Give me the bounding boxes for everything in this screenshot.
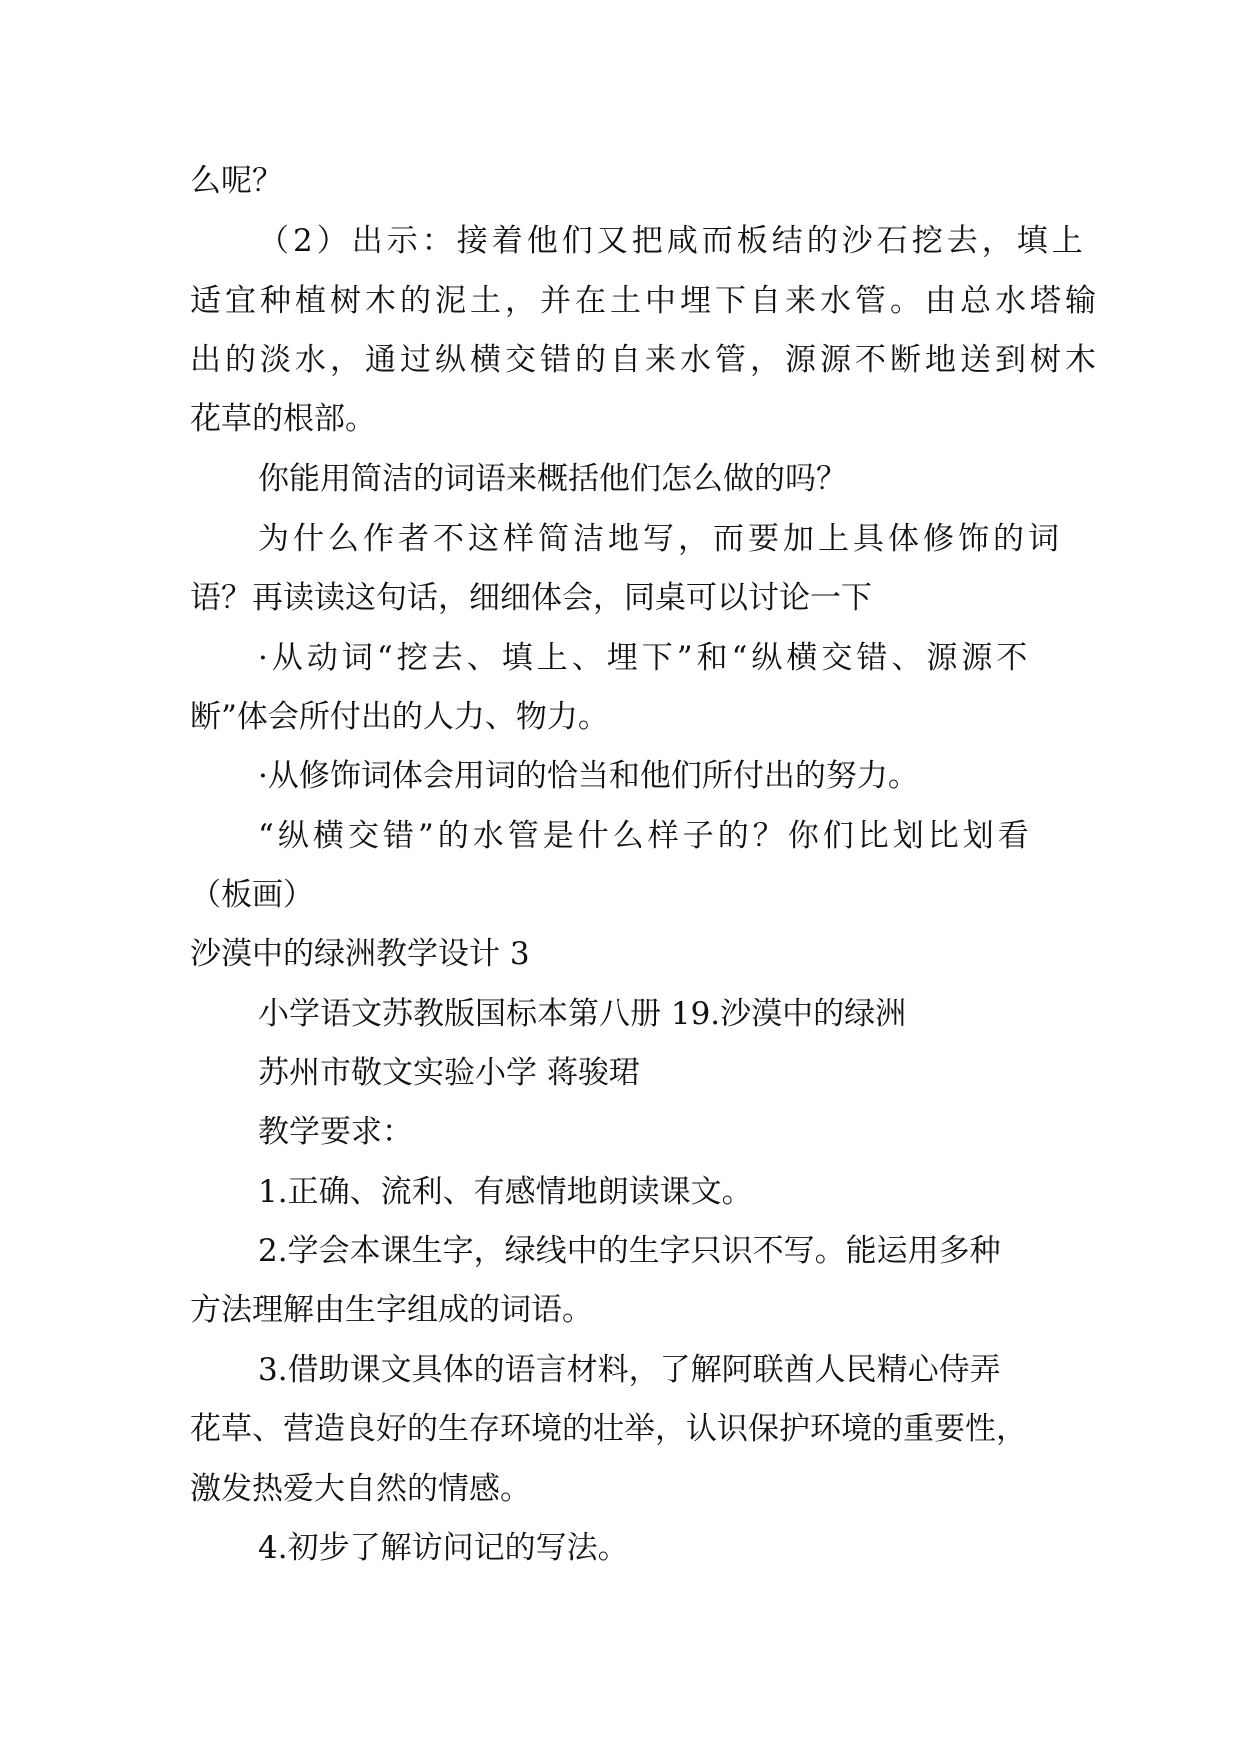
- paragraph-line: 花草、营造良好的生存环境的壮举，认识保护环境的重要性，: [190, 1411, 1027, 1447]
- paragraph-line: 么呢？: [190, 163, 283, 199]
- paragraph-line: “纵横交错”的水管是什么样子的？你们比划比划看: [258, 818, 1033, 854]
- paragraph-line: 语？再读读这句话，细细体会，同桌可以讨论一下: [190, 580, 872, 616]
- paragraph-line: 你能用简洁的词语来概括他们怎么做的吗？: [258, 461, 847, 497]
- author-line: 苏州市敬文实验小学 蒋骏珺: [258, 1055, 640, 1091]
- paragraph-line: 出的淡水，通过纵横交错的自来水管，源源不断地送到树木: [190, 342, 1100, 378]
- bullet-line: ·从修饰词体会用词的恰当和他们所付出的努力。: [258, 758, 919, 794]
- paragraph-line: 方法理解由生字组成的词语。: [190, 1292, 593, 1328]
- paragraph-line: 为什么作者不这样简洁地写，而要加上具体修饰的词: [258, 521, 1063, 557]
- list-item: 1.正确、流利、有感情地朗读课文。: [258, 1174, 753, 1210]
- section-title: 沙漠中的绿洲教学设计 3: [190, 936, 530, 972]
- list-item: 4.初步了解访问记的写法。: [258, 1530, 629, 1566]
- paragraph-line: 激发热爱大自然的情感。: [190, 1471, 531, 1507]
- paragraph-line: 断”体会所付出的人力、物力。: [190, 699, 609, 735]
- paragraph-line: 适宜种植树木的泥土，并在土中埋下自来水管。由总水塔输: [190, 283, 1100, 319]
- subtitle-line: 小学语文苏教版国标本第八册 19.沙漠中的绿洲: [258, 996, 907, 1032]
- paragraph-line: （2）出示：接着他们又把咸而板结的沙石挖去，填上: [258, 223, 1087, 259]
- list-item: 2.学会本课生字，绿线中的生字只识不写。能运用多种: [258, 1233, 1001, 1269]
- heading-line: 教学要求：: [258, 1114, 413, 1150]
- paragraph-line: 花草的根部。: [190, 401, 376, 437]
- list-item: 3.借助课文具体的语言材料，了解阿联酋人民精心侍弄: [258, 1352, 1001, 1388]
- paragraph-line: （板画）: [190, 877, 314, 913]
- bullet-line: ·从动词“挖去、填上、埋下”和“纵横交错、源源不: [258, 640, 1032, 676]
